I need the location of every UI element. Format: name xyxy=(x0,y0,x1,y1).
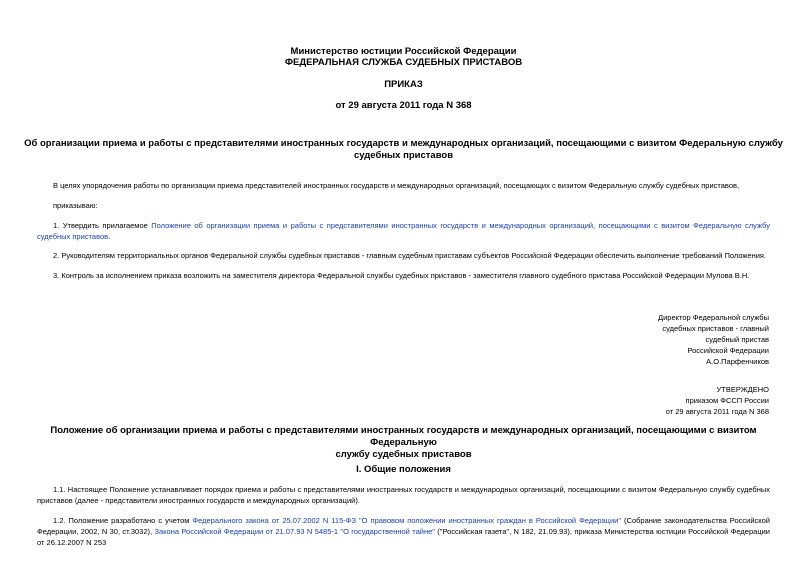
paragraph-1-2 xyxy=(37,515,770,548)
ministry-name: Министерство юстиции Российской Федерации xyxy=(290,46,517,57)
signature-line-2: судебных приставов - главный xyxy=(662,324,769,333)
approval-line-2: приказом ФССП России xyxy=(685,396,769,405)
regulation-title-line1: Положение об организации приема и работы с представителями иностранных государств и международных организаций, посещающими с визитом Федеральную xyxy=(50,425,757,448)
doc-type: ПРИКАЗ xyxy=(384,79,423,90)
paragraph-1-1: 1.1. Настоящее Положение устанавливает порядок приема и работы с представителями иностранных государств и международных организаций, посещающими с визитом Федеральную службу судебных приставов (далее - представители иностранных государств и международных организаций). xyxy=(37,485,770,505)
federal-law-link[interactable]: Федерального закона от 25.07.2002 N 115-ФЗ "О правовом положении иностранных граждан в Российской Федерации" xyxy=(192,516,622,525)
signature-line-1: Директор Федеральной службы xyxy=(658,313,769,322)
order-item-2: 2. Руководителям территориальных органов Федеральной службы судебных приставов - главным судебным приставам субъектов Российской Федерации обеспечить выполнение требований Положения. xyxy=(53,251,767,260)
document-header xyxy=(0,46,807,68)
item1-suffix: . xyxy=(108,232,111,241)
order-item-3: 3. Контроль за исполнением приказа возложить на заместителя директора Федеральной службы судебных приставов - заместителя главного судебного пристава Российской Федерации Мулова В.Н. xyxy=(53,271,750,280)
p12-part-b: (Собрание законодательства Российской Федерации, 2002, N 30, ст.3032), xyxy=(37,516,770,536)
signature-line-5: А.О.Парфенчиков xyxy=(706,357,769,366)
state-secret-law-link[interactable]: Закона Российской Федерации от 21.07.93 N 5485-1 "О государственной тайне" xyxy=(154,527,435,536)
order-title-line2: судебных приставов xyxy=(353,150,454,161)
doc-date-number: от 29 августа 2011 года N 368 xyxy=(335,100,472,111)
p12-part-c: ("Российская газета", N 182, 21.09.93), приказа Министерства юстиции Российской Федерации от 26.12.2007 N 253 xyxy=(37,527,770,547)
regulation-link[interactable]: Положение об организации приема и работы с представителями иностранных государств и международных организаций, посещающими с визитом Федеральную службу судебных приставов xyxy=(37,221,770,241)
order-title-line1: Об организации приема и работы с представителями иностранных государств и международных организаций, посещающими с визитом Федеральную службу xyxy=(24,138,783,149)
approval-line-1: УТВЕРЖДЕНО xyxy=(716,385,769,394)
item1-prefix: 1. Утвердить прилагаемое xyxy=(53,221,152,230)
order-title xyxy=(20,138,787,162)
section-1-heading: I. Общие положения xyxy=(356,464,451,475)
approval-block xyxy=(666,384,769,417)
signature-line-4: Российской Федерации xyxy=(687,346,769,355)
order-preamble: В целях упорядочения работы по организации приема представителей иностранных государств и международных организаций, посещающих с визитом Федеральную службу судебных приставов, xyxy=(53,181,740,190)
signature-block xyxy=(658,312,769,367)
order-command: приказываю: xyxy=(53,201,98,210)
signature-line-3: судебный пристав xyxy=(705,335,769,344)
p12-part-a: 1.2. Положение разработано с учетом xyxy=(53,516,193,525)
service-name: ФЕДЕРАЛЬНАЯ СЛУЖБА СУДЕБНЫХ ПРИСТАВОВ xyxy=(284,57,523,68)
regulation-title xyxy=(20,425,787,461)
approval-line-3: от 29 августа 2011 года N 368 xyxy=(665,407,769,416)
order-item-1 xyxy=(37,220,770,242)
regulation-title-line2: службу судебных приставов xyxy=(335,449,472,460)
